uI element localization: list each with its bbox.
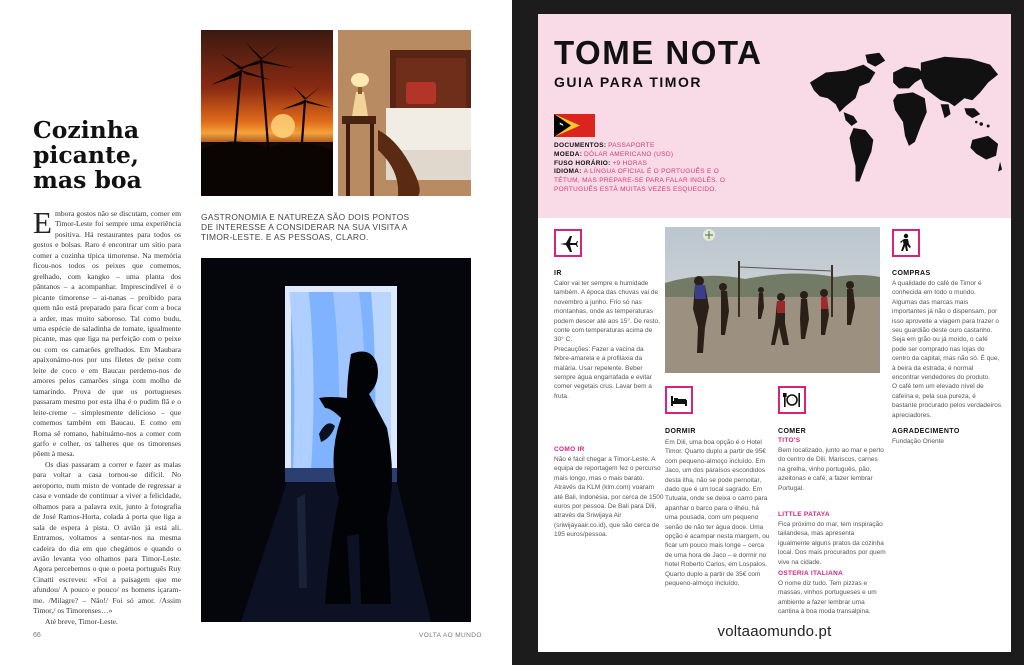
- section-agradecimento-title: AGRADECIMENTO: [892, 428, 960, 435]
- section-como-ir-text: Não é fácil chegar a Timor-Leste. A equipa de reportagem fez o percurso mais longo, mas o mais barato. Através da KLM (klm.com) voaram até Bali, Indonésia, por cerca de 1500 euros por pessoa. De Bali para Dili, através da Sriwijaya Air (sriwijayaair.co.id), que são cerca de 195 euros/pessoa.: [554, 456, 664, 539]
- restaurant-titos-title: TITO'S: [778, 437, 801, 444]
- restaurant-titos-text: Bem localizado, junto ao mar e perto do centro de Dili. Mariscos, carnes na grelha, vinho português, pão, azeitonas e café, a fazer lembrar Portugal.: [778, 447, 884, 492]
- section-compras-title: COMPRAS: [892, 270, 931, 277]
- timor-leste-flag: [554, 114, 595, 137]
- section-dormir-text: Em Dili, uma boa opção é o Hotel Timor. Quarto duplo a partir de 95€ com pequeno-almoço incluído. Em Jaco, um dos paraísos escondidos desta ilha, não se pode pernoitar, dado que é um local sagrado. Em Tutuala, onde se deixa o carro para apanhar o barco para o ilhéu, há uma pousada, com um pequeno senão de não ter água doce. Uma opção é acampar nesta margem, ou ficar um pouco mais longe – cerca de uma hora de Jaco – e dormir no hotel Roberto Carlos, em Lospalos. Quarto duplo a partir de 35€ com pequeno-almoço incluído.: [665, 439, 770, 588]
- restaurant-osteria-text: O nome diz tudo. Tem pizzas e massas, vinhos portugueses e um ambiente a fazer lembrar uma cantina à boa moda transalpina.: [778, 580, 877, 616]
- restaurant-little-pataya-title: LITTLE PATAYA: [778, 511, 830, 518]
- cutlery-icon: [778, 386, 806, 414]
- section-compras-text: A qualidade do café de Timor é conhecida em todo o mundo. Algumas das marcas mais importantes já não o dispensam, por isso aproveite a viagem para trazer o seu guardião deste ouro castanho. Seja em grão ou já moído, o café pode ser comprado nas lojas do centro da capital, mas não só. É que, à beira da estrada, é normal encontrar vendedores do produto. O café tem um elevado nível de cafeína e, pela sua pureza, é bastante procurado pelos verdadeiros apreciadores.: [892, 280, 1002, 419]
- website-url: voltaaomundo.pt: [717, 623, 832, 640]
- hotel-bedroom-photo: [338, 30, 471, 196]
- article-paragraph-1: Embora gostos não se discutam, comer em Timor-Leste foi sempre uma experiência positiva. Há restaurantes para todos os gostos e bolsas. Raro é encontrar um sítio para comer a cozinha típica timorense. Na memória ficou-nos todos os peixes que comemos, grelhado, com kangko – uma planta dos pântanos – a acompanhar. Imprescindível é o picante timorense – ai-nanas – proibido para quem não está preparado para ficar com a boca a arder, mas muito saboroso. Tal como budu, uma espécie de saladinha de tomate, igualmente picante, mas que liga na perfeição com o peixe ou com os camarões grelhados. Em Maubara apaixonámo-nos por uns filetes de peixe com leite de coco e em Baucau perdemo-nos de amores pelos camarões singa com molho de tamarindo. Prova de que os portugueses passaram mesmo por esta ilha é o pudim flã e o leite-creme – simplesmente delicioso – que comemos também em Baucau. E como em Roma sê romano, habituámo-nos a comer com garfo e colher, os talheres que os timorenses põem à mesa.: [33, 205, 181, 459]
- restaurant-little-pataya-text: Fica próximo do mar, tem inspiração tailandesa, mas apresenta igualmente alguns pratos da cozinha local. Dos mais procurados por quem vive na cidade.: [778, 521, 886, 566]
- airplane-icon: [554, 229, 582, 257]
- magazine-footer: VOLTA AO MUNDO: [419, 632, 482, 639]
- article-paragraph-2: Os dias passaram a correr e fazer as malas para voltar a casa tornou-se difícil. No aeroporto, num misto de vontade de regressar a casa e vontade de continuar a viver a felicidade, olhamos para a palavra exit, junto à fotografia de José Ramos-Horta, colada à porta que liga a sala de espera à pista. O avião já está ali. Entramos, voltamos a sentar-nos na mesma cadeira do dia em que chegámos e quando o avião levanta voo olhamos para Timor-Leste. Agora percebemos o que o poeta português Ruy Cinatti escreveu: «Foi a paisagem que me afundou/ A pouco e pouco/ os homens içaram-me. /Milagre? – Não!/ Foi só amor. /Assim Timor,/ os Timorenses…»: [33, 459, 181, 616]
- sunset-palm-photo: [201, 30, 333, 196]
- travel-guide-page: [538, 14, 1011, 652]
- article-headline: Cozinha picante, mas boa: [33, 116, 142, 194]
- drop-cap: E: [33, 205, 52, 240]
- guide-header: [538, 14, 1011, 218]
- section-como-ir-title: COMO IR: [554, 446, 585, 453]
- article-signoff: Até breve, Timor-Leste.: [45, 616, 118, 626]
- kids-playing-football-photo: [665, 227, 880, 373]
- guide-subtitle: GUIA PARA TIMOR: [554, 74, 702, 90]
- article-body: [33, 205, 181, 627]
- section-dormir-title: DORMIR: [665, 428, 696, 435]
- travel-info-block: DOCUMENTOS: PASSAPORTE MOEDA: DÓLAR AMERICANO (USD) FUSO HORÁRIO: +9 HORAS IDIOMA: A LÍNGUA OFICIAL É O PORTUGUÊS E O TÉTUM, MAS PREPARE-SE PARA FALAR INGLÊS. O PORTUGUÊS ESTÁ MUITAS VEZES ESQUECIDO.: [554, 142, 726, 193]
- guide-title: TOME NOTA: [554, 34, 763, 71]
- woman-at-window-photo: [201, 258, 471, 622]
- section-comer-title: COMER: [778, 428, 807, 435]
- restaurant-osteria-title: OSTERIA ITALIANA: [778, 570, 844, 577]
- section-ir-text: Calor vai ter sempre e humidade também. A época das chuvas vai de novembro a junho. Frio só nas montanhas, onde as temperaturas podem descer até aos 15°. De resto, conte com temperaturas acima de 30° C. Precauções: Fazer a vacina da febre-amarela e a profilaxia da malária. Usar repelente. Beber sempre água engarrafada e evitar comer vegetais crus. Lavar bem a fruta.: [554, 280, 660, 400]
- shopping-person-icon: [892, 229, 920, 257]
- photo-caption: GASTRONOMIA E NATUREZA SÃO DOIS PONTOS DE INTERESSE A CONSIDERAR NA SUA VISITA A TIMOR-LESTE. E AS PESSOAS, CLARO.: [201, 212, 410, 242]
- bed-icon: [665, 386, 693, 414]
- page-number: 66: [33, 632, 41, 639]
- world-map: [806, 42, 1004, 214]
- section-ir-title: IR: [554, 270, 562, 277]
- section-agradecimento-text: Fundação Oriente: [892, 438, 945, 445]
